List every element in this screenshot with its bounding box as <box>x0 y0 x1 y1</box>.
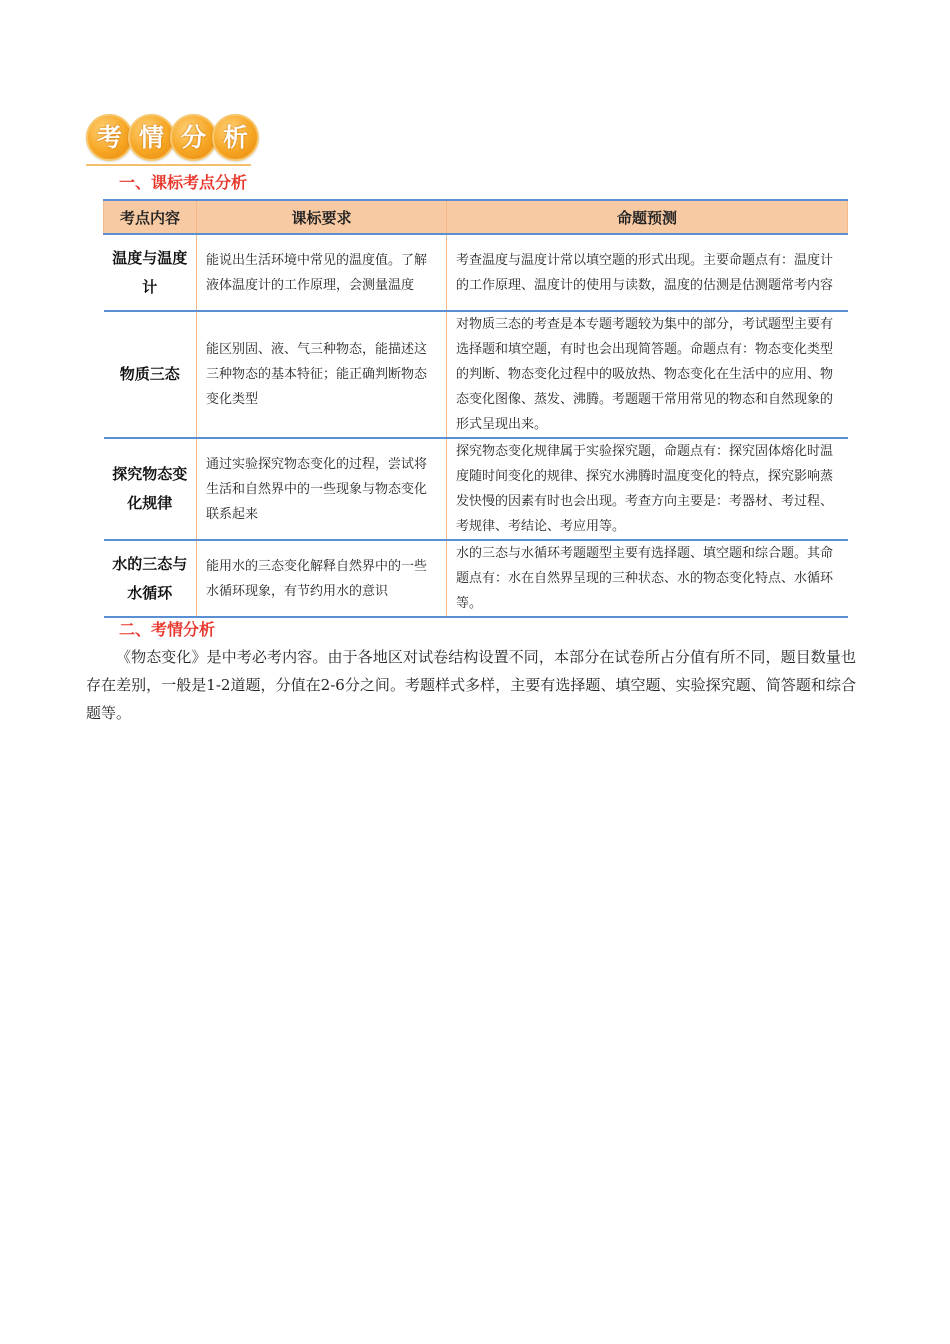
table-row <box>104 234 848 311</box>
section1-title: 一、课标考点分析 <box>119 173 248 192</box>
row-requirement: 通过实验探究物态变化的过程，尝试将生活和自然界中的一些现象与物态变化联系起来 <box>197 438 447 540</box>
table-row <box>104 438 848 540</box>
analysis-table <box>103 199 848 618</box>
row-prediction: 对物质三态的考查是本专题考题较为集中的部分，考试题型主要有选择题和填空题，有时也会出现简答题。命题点有：物态变化类型的判断、物态变化过程中的吸放热、物态变化在生活中的应用、物态变化图像、蒸发、沸腾。考题题干常用常见的物态和自然现象的形式呈现出来。 <box>447 311 848 438</box>
row-topic: 物质三态 <box>104 311 197 438</box>
row-topic: 水的三态与水循环 <box>104 540 197 617</box>
row-topic: 探究物态变化规律 <box>104 438 197 540</box>
header-prediction: 命题预测 <box>447 200 848 234</box>
table-row <box>104 540 848 617</box>
row-requirement: 能区别固、液、气三种物态，能描述这三种物态的基本特征；能正确判断物态变化类型 <box>197 311 447 438</box>
header-requirement: 课标要求 <box>197 200 447 234</box>
banner-char-2: 情 <box>128 114 175 161</box>
row-topic: 温度与温度计 <box>104 234 197 311</box>
section2-title: 二、考情分析 <box>119 620 216 639</box>
banner-char-3: 分 <box>170 114 217 161</box>
analysis-paragraph: 《物态变化》是中考必考内容。由于各地区对试卷结构设置不同，本部分在试卷所占分值有所不同，题目数量也存在差别，一般是1-2道题，分值在2-6分之间。考题样式多样，主要有选择题、填空题、实验探究题、简答题和综合题等。 <box>86 648 856 722</box>
row-requirement: 能用水的三态变化解释自然界中的一些水循环现象，有节约用水的意识 <box>197 540 447 617</box>
section-banner <box>86 114 261 164</box>
header-topic: 考点内容 <box>104 200 197 234</box>
banner-char-1: 考 <box>86 114 133 161</box>
row-prediction: 水的三态与水循环考题题型主要有选择题、填空题和综合题。其命题点有：水在自然界呈现的三种状态、水的物态变化特点、水循环等。 <box>447 540 848 617</box>
banner-char-4: 析 <box>212 114 259 161</box>
table-row <box>104 311 848 438</box>
row-prediction: 探究物态变化规律属于实验探究题，命题点有：探究固体熔化时温度随时间变化的规律、探究水沸腾时温度变化的特点，探究影响蒸发快慢的因素有时也会出现。考查方向主要是：考器材、考过程、考规律、考结论、考应用等。 <box>447 438 848 540</box>
row-requirement: 能说出生活环境中常见的温度值。了解液体温度计的工作原理，会测量温度 <box>197 234 447 311</box>
row-prediction: 考查温度与温度计常以填空题的形式出现。主要命题点有：温度计的工作原理、温度计的使用与读数，温度的估测是估测题常考内容 <box>447 234 848 311</box>
banner-underline <box>86 164 251 166</box>
table-header-row <box>104 200 848 234</box>
